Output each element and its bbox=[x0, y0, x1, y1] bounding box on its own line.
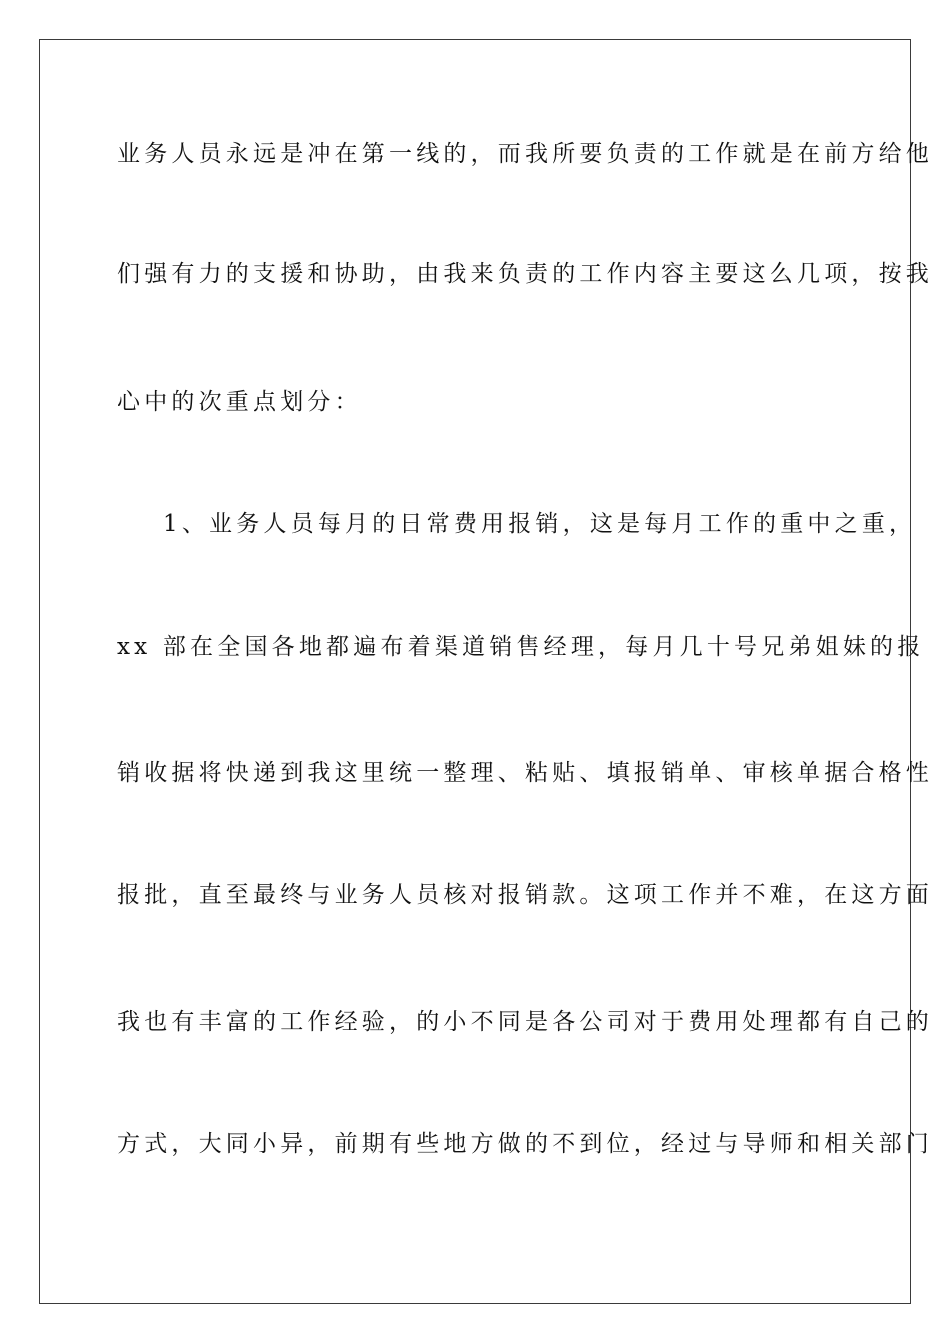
body-text-line-4: 1、业务人员每月的日常费用报销，这是每月工作的重中之重， bbox=[163, 511, 917, 537]
body-text-line-2: 们强有力的支援和协助，由我来负责的工作内容主要这么几项，按我 bbox=[117, 261, 933, 287]
body-text-line-5: xx 部在全国各地都遍布着渠道销售经理，每月几十号兄弟姐妹的报 bbox=[117, 634, 925, 660]
body-text-line-6: 销收据将快递到我这里统一整理、粘贴、填报销单、审核单据合格性 bbox=[117, 760, 933, 786]
body-text-line-7: 报批，直至最终与业务人员核对报销款。这项工作并不难，在这方面 bbox=[117, 882, 933, 908]
body-text-line-1: 业务人员永远是冲在第一线的，而我所要负责的工作就是在前方给他 bbox=[117, 141, 933, 167]
body-text-line-3: 心中的次重点划分： bbox=[117, 389, 362, 415]
body-text-line-9: 方式，大同小异，前期有些地方做的不到位，经过与导师和相关部门 bbox=[117, 1131, 933, 1157]
body-text-line-8: 我也有丰富的工作经验，的小不同是各公司对于费用处理都有自己的 bbox=[117, 1009, 933, 1035]
page-border bbox=[39, 39, 933, 1304]
